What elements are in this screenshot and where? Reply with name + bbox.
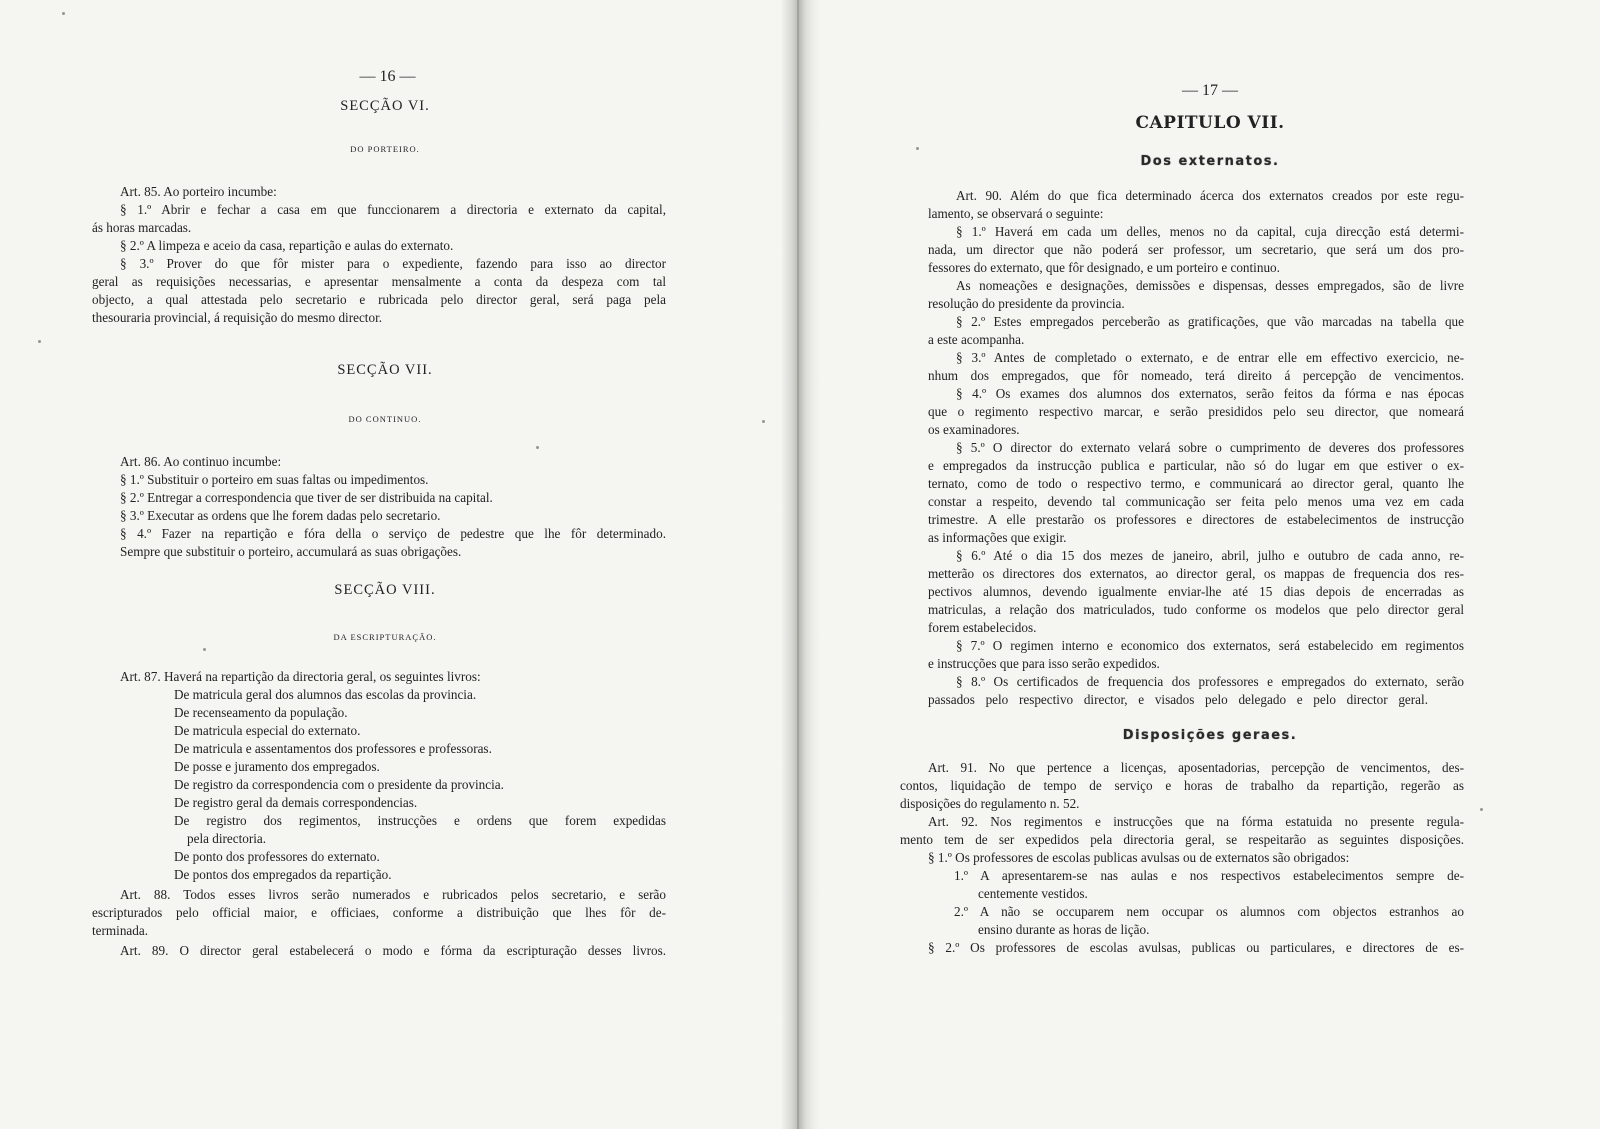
text-line: De recenseamento da população.: [174, 705, 348, 720]
text-line: § 1.º Abrir e fechar a casa em que funccionarem a directoria e externato da capital,: [120, 202, 666, 217]
disposicoes-geraes-title: Disposições geraes.: [1122, 728, 1298, 743]
text-line: Art. 87. Haverá na repartição da directoria geral, os seguintes livros:: [120, 669, 481, 684]
text-line: De matricula especial do externato.: [174, 723, 361, 738]
paper-speck: [1480, 808, 1483, 811]
page-17: [820, 0, 1600, 1129]
text-line: trimestre. A elle prestarão os professores e directores de estabelecimentos de instrucção: [928, 512, 1464, 527]
text-line: as informações que exigir.: [928, 530, 1067, 545]
text-line: ternato, como de todo o respectivo termo, e communicará ao director geral, quanto lhe: [928, 476, 1464, 491]
text-line: § 2.º Os professores de escolas avulsas, publicas ou particulares, e directores de es-: [928, 940, 1464, 955]
text-line: De ponto dos professores do externato.: [174, 849, 380, 864]
paper-speck: [916, 147, 919, 150]
text-line: 2.º A não se occuparem nem occupar os alumnos com objectos estranhos ao: [954, 904, 1464, 919]
text-line: disposições do regulamento n. 52.: [900, 796, 1080, 811]
text-line: § 1.º Haverá em cada um delles, menos no da capital, cuja direcção está determi-: [956, 224, 1464, 239]
paper-speck: [62, 12, 65, 15]
text-line: § 1.º Os professores de escolas publicas avulsas ou de externatos são obrigados:: [928, 850, 1350, 865]
text-line: De registro geral da demais correspondencias.: [174, 795, 418, 810]
text-line: § 3.º Prover do que fôr mister para o expediente, fazendo para isso ao director: [120, 256, 666, 271]
text-line: § 7.º O regimen interno e economico dos externatos, será estabelecido em regimentos: [956, 638, 1464, 653]
text-line: De registro dos regimentos, instrucções e ordens que forem expedidas: [174, 813, 666, 828]
text-line: De matricula e assentamentos dos professores e professoras.: [174, 741, 492, 756]
text-line: mento tem de ser expedidos pela directoria geral, se respeitarão as seguintes disposições.: [900, 832, 1464, 847]
text-line: Art. 86. Ao continuo incumbe:: [120, 454, 282, 469]
paper-speck: [203, 648, 206, 651]
text-line: § 2.º Estes empregados perceberão as gratificações, que vão marcadas na tabella que: [956, 314, 1464, 329]
text-line: De registro da correspondencia com o presidente da provincia.: [174, 777, 504, 792]
text-line: lamento, se observará o seguinte:: [928, 206, 1104, 221]
paper-speck: [762, 420, 765, 423]
page-number-16: — 16 —: [359, 68, 416, 85]
text-line: Art. 92. Nos regimentos e instrucções que na fórma estatuida no presente regula-: [928, 814, 1464, 829]
chapter-vii-subtitle: Dos externatos.: [1140, 154, 1280, 169]
text-line: e empregados da instrucção publica e particular, não só do lugar em que estiver o ex-: [928, 458, 1464, 473]
text-line: que o regimento respectivo marcar, e serão presididos pelo seu director, que nomeará: [928, 404, 1464, 419]
text-line: § 2.º A limpeza e aceio da casa, repartição e aulas do externato.: [120, 238, 454, 253]
text-line: escripturados pelo official maior, e officiaes, conforme a distribuição que lhes fôr de-: [92, 905, 666, 920]
chapter-vii-title: CAPITULO VII.: [1135, 113, 1285, 133]
page-16: [0, 0, 782, 1129]
text-line: Art. 91. No que pertence a licenças, aposentadorias, percepção de vencimentos, des-: [928, 760, 1464, 775]
text-line: matriculas, a relação dos matriculados, tudo conforme os modelos que pelo director geral: [928, 602, 1464, 617]
text-line: os examinadores.: [928, 422, 1020, 437]
section-vi-title: SECÇÃO VI.: [340, 98, 430, 114]
text-line: forem estabelecidos.: [928, 620, 1037, 635]
text-line: resolução do presidente da provincia.: [928, 296, 1125, 311]
text-line: pela directoria.: [187, 831, 267, 846]
page-number-17: — 17 —: [1182, 82, 1238, 99]
gutter-fold-line: [797, 0, 799, 1129]
text-line: § 4.º Fazer na repartição e fóra della o serviço de pedestre que lhe fôr determinado.: [120, 526, 666, 541]
text-line: constar a respeito, devendo tal communicação ser feita pelo menos uma vez em cada: [928, 494, 1464, 509]
text-line: contos, liquidação de tempo de serviço e horas de trabalho da repartição, regerão as: [900, 778, 1464, 793]
text-line: Art. 89. O director geral estabelecerá o modo e fórma da escripturação desses livros.: [120, 943, 666, 958]
text-line: De posse e juramento dos empregados.: [174, 759, 380, 774]
text-line: passados pelo respectivo director, e visados pelo delegado e pelo director geral.: [928, 692, 1428, 707]
text-line: ás horas marcadas.: [92, 220, 192, 235]
text-line: centemente vestidos.: [978, 886, 1088, 901]
text-line: Sempre que substituir o porteiro, accumulará as suas obrigações.: [120, 544, 462, 559]
text-line: fessores do externato, que fôr designado, e um porteiro e continuo.: [928, 260, 1280, 275]
book-gutter: [782, 0, 820, 1129]
text-line: terminada.: [92, 923, 149, 938]
text-line: thesouraria provincial, á requisição do mesmo director.: [92, 310, 383, 325]
text-line: De pontos dos empregados da repartição.: [174, 867, 392, 882]
text-line: § 6.º Até o dia 15 dos mezes de janeiro, abril, julho e outubro de cada anno, re-: [956, 548, 1464, 563]
text-line: § 8.º Os certificados de frequencia dos professores e empregados do externato, serão: [956, 674, 1464, 689]
text-line: § 3.º Executar as ordens que lhe forem dadas pelo secretario.: [120, 508, 441, 523]
text-line: 1.º A apresentarem-se nas aulas e nos respectivos estabelecimentos sempre de-: [954, 868, 1464, 883]
text-line: § 3.º Antes de completado o externato, e de entrar elle em effectivo exercicio, ne-: [956, 350, 1464, 365]
text-line: nada, um director que não poderá ser professor, um secretario, que será um dos pro-: [928, 242, 1464, 257]
text-line: objecto, a qual attestada pelo secretario e rubricada pelo director geral, será paga pela: [92, 292, 666, 307]
text-line: nhum dos empregados, que fôr nomeado, terá direito á percepção de vencimentos.: [928, 368, 1464, 383]
text-line: Art. 90. Além do que fica determinado ácerca dos externatos creados por este regu-: [956, 188, 1464, 203]
text-line: As nomeações e designações, demissões e dispensas, desses empregados, são de livre: [956, 278, 1464, 293]
text-line: Art. 88. Todos esses livros serão numerados e rubricados pelos secretario, e serão: [120, 887, 666, 902]
text-line: § 5.º O director do externato velará sobre o cumprimento de deveres dos professores: [956, 440, 1464, 455]
section-vi-subtitle: DO PORTEIRO.: [350, 144, 420, 154]
text-line: metterão os directores dos externatos, ao director geral, os mappas de frequencia dos res-: [928, 566, 1464, 581]
text-line: geral as requisições necessarias, e apresentar mensalmente a conta da despeza com tal: [92, 274, 666, 289]
text-line: e instrucções que para isso serão expedidos.: [928, 656, 1160, 671]
text-line: ensino durante as horas de lição.: [978, 922, 1150, 937]
text-line: pectivos alumnos, devendo igualmente enviar-lhe até 15 dias depois de encerradas as: [928, 584, 1464, 599]
paper-speck: [38, 340, 41, 343]
paper-speck: [536, 446, 539, 449]
text-line: De matricula geral dos alumnos das escolas da provincia.: [174, 687, 477, 702]
section-viii-subtitle: DA ESCRIPTURAÇÃO.: [333, 632, 437, 642]
text-line: Art. 85. Ao porteiro incumbe:: [120, 184, 277, 199]
text-line: § 1.º Substituir o porteiro em suas faltas ou impedimentos.: [120, 472, 429, 487]
text-line: § 4.º Os exames dos alumnos dos externatos, serão feitos da fórma e nas épocas: [956, 386, 1464, 401]
text-line: a este acompanha.: [928, 332, 1025, 347]
section-viii-title: SECÇÃO VIII.: [334, 582, 436, 598]
text-line: § 2.º Entregar a correspondencia que tiver de ser distribuida na capital.: [120, 490, 493, 505]
section-vii-title: SECÇÃO VII.: [337, 362, 433, 378]
section-vii-subtitle: DO CONTINUO.: [348, 414, 422, 424]
